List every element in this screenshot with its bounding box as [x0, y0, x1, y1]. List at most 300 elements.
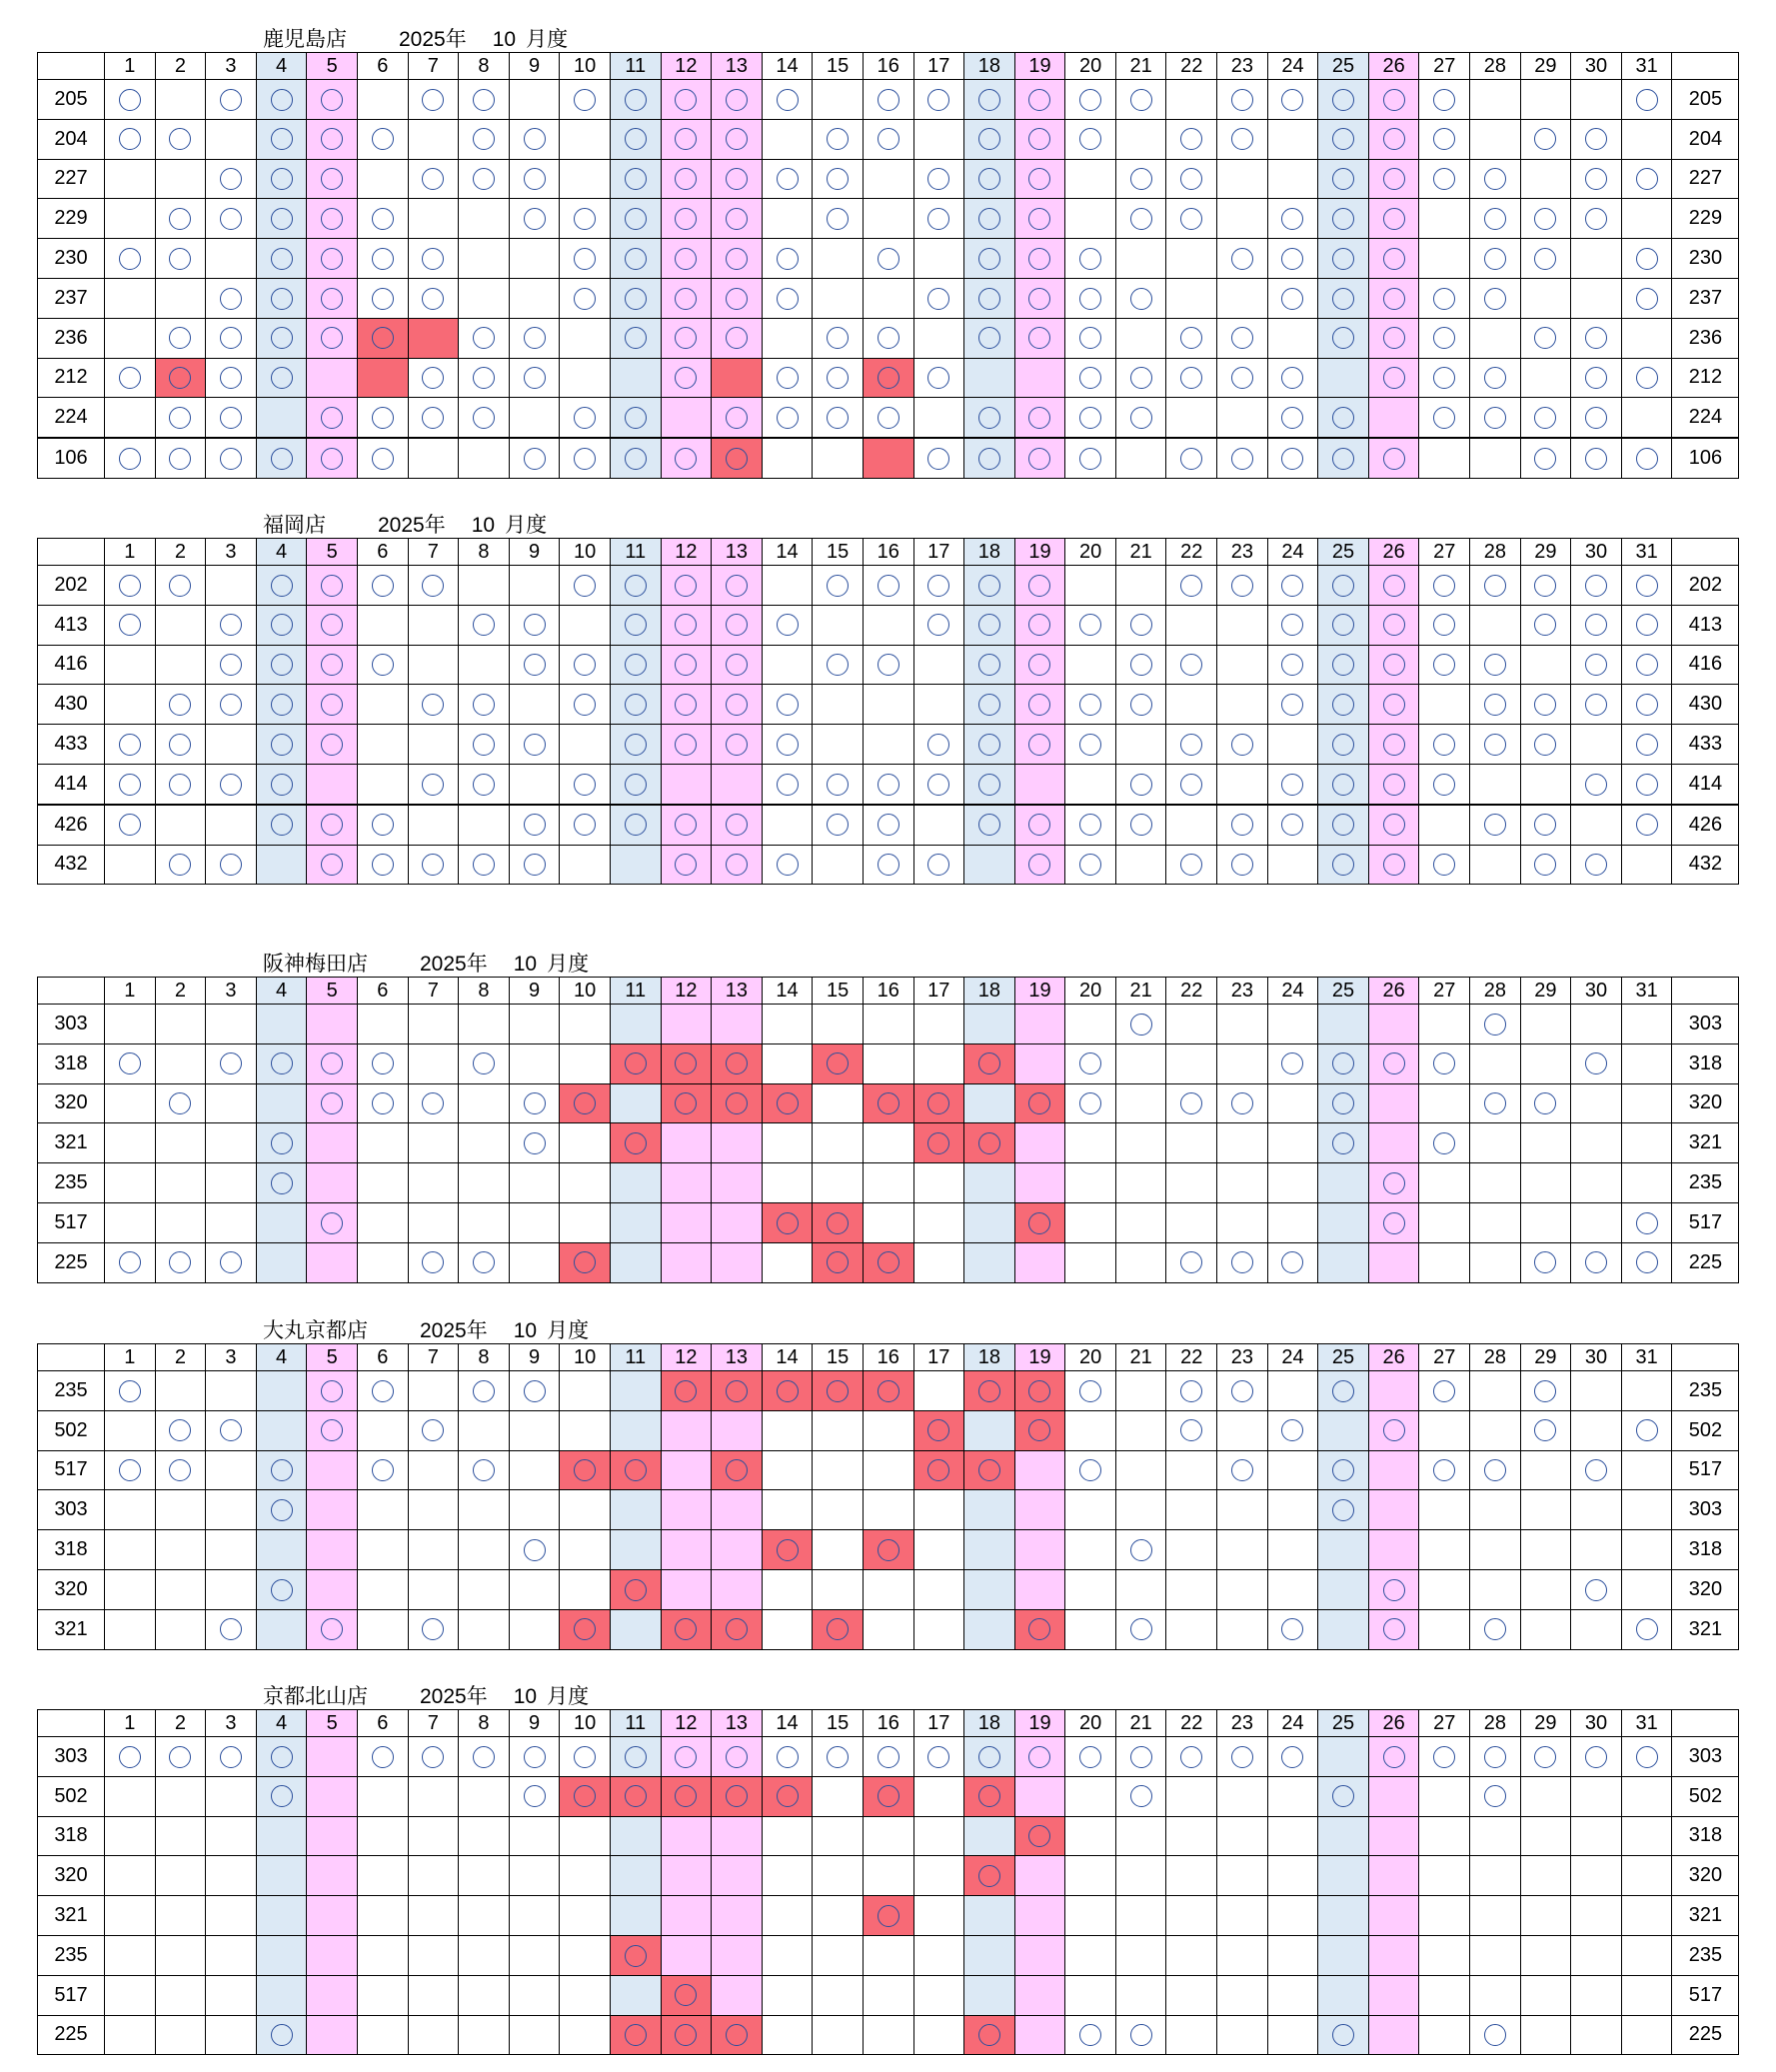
schedule-cell[interactable]	[1520, 159, 1571, 199]
schedule-cell[interactable]	[1318, 764, 1369, 804]
schedule-cell[interactable]	[661, 845, 712, 885]
schedule-cell[interactable]	[762, 1005, 813, 1044]
schedule-cell[interactable]	[762, 199, 813, 239]
schedule-cell[interactable]	[1520, 1935, 1571, 1975]
schedule-cell[interactable]	[1318, 1569, 1369, 1609]
schedule-cell[interactable]	[1470, 119, 1521, 159]
schedule-cell[interactable]	[1621, 1896, 1672, 1936]
schedule-cell[interactable]	[863, 1609, 913, 1649]
schedule-cell[interactable]	[762, 1776, 813, 1816]
schedule-cell[interactable]	[105, 1569, 156, 1609]
schedule-cell[interactable]	[256, 159, 307, 199]
schedule-cell[interactable]	[408, 1242, 459, 1282]
schedule-cell[interactable]	[610, 358, 661, 398]
schedule-cell[interactable]	[105, 566, 156, 606]
schedule-cell[interactable]	[1267, 605, 1318, 645]
schedule-cell[interactable]	[155, 1935, 206, 1975]
schedule-cell[interactable]	[155, 278, 206, 318]
schedule-cell[interactable]	[560, 1530, 611, 1570]
schedule-cell[interactable]	[560, 725, 611, 765]
schedule-cell[interactable]	[1470, 1816, 1521, 1856]
schedule-cell[interactable]	[813, 1242, 864, 1282]
schedule-cell[interactable]	[1217, 278, 1268, 318]
schedule-cell[interactable]	[863, 1371, 913, 1411]
schedule-cell[interactable]	[509, 1935, 560, 1975]
schedule-cell[interactable]	[155, 1896, 206, 1936]
schedule-cell[interactable]	[1419, 1083, 1470, 1123]
schedule-cell[interactable]	[610, 1450, 661, 1490]
schedule-cell[interactable]	[155, 1123, 206, 1163]
schedule-cell[interactable]	[1571, 358, 1622, 398]
schedule-cell[interactable]	[661, 398, 712, 438]
schedule-cell[interactable]	[307, 845, 358, 885]
schedule-cell[interactable]	[408, 438, 459, 478]
schedule-cell[interactable]	[560, 1896, 611, 1936]
schedule-cell[interactable]	[813, 566, 864, 606]
schedule-cell[interactable]	[256, 1935, 307, 1975]
schedule-cell[interactable]	[863, 1043, 913, 1083]
schedule-cell[interactable]	[1166, 1163, 1217, 1203]
schedule-cell[interactable]	[560, 845, 611, 885]
schedule-cell[interactable]	[1166, 845, 1217, 885]
schedule-cell[interactable]	[1419, 1935, 1470, 1975]
schedule-cell[interactable]	[661, 1242, 712, 1282]
schedule-cell[interactable]	[105, 119, 156, 159]
schedule-cell[interactable]	[560, 1490, 611, 1530]
schedule-cell[interactable]	[509, 1737, 560, 1777]
schedule-cell[interactable]	[964, 1410, 1015, 1450]
schedule-cell[interactable]	[408, 605, 459, 645]
schedule-cell[interactable]	[863, 199, 913, 239]
schedule-cell[interactable]	[964, 1776, 1015, 1816]
schedule-cell[interactable]	[610, 1083, 661, 1123]
schedule-cell[interactable]	[661, 1737, 712, 1777]
schedule-cell[interactable]	[1217, 725, 1268, 765]
schedule-cell[interactable]	[509, 80, 560, 120]
schedule-cell[interactable]	[1115, 1410, 1166, 1450]
schedule-cell[interactable]	[913, 1083, 964, 1123]
schedule-cell[interactable]	[1419, 1163, 1470, 1203]
schedule-cell[interactable]	[1571, 645, 1622, 685]
schedule-cell[interactable]	[1217, 1043, 1268, 1083]
schedule-cell[interactable]	[1621, 764, 1672, 804]
schedule-cell[interactable]	[1318, 1123, 1369, 1163]
schedule-cell[interactable]	[863, 159, 913, 199]
schedule-cell[interactable]	[206, 1371, 257, 1411]
schedule-cell[interactable]	[1166, 1123, 1217, 1163]
schedule-cell[interactable]	[661, 159, 712, 199]
schedule-cell[interactable]	[256, 1530, 307, 1570]
schedule-cell[interactable]	[1318, 199, 1369, 239]
schedule-cell[interactable]	[661, 1609, 712, 1649]
schedule-cell[interactable]	[1014, 2015, 1065, 2055]
schedule-cell[interactable]	[509, 1530, 560, 1570]
schedule-cell[interactable]	[964, 1737, 1015, 1777]
schedule-cell[interactable]	[1267, 1737, 1318, 1777]
schedule-cell[interactable]	[459, 566, 510, 606]
schedule-cell[interactable]	[1520, 1242, 1571, 1282]
schedule-cell[interactable]	[1318, 1776, 1369, 1816]
schedule-cell[interactable]	[863, 239, 913, 279]
schedule-cell[interactable]	[1166, 1896, 1217, 1936]
schedule-cell[interactable]	[256, 119, 307, 159]
schedule-cell[interactable]	[1368, 566, 1419, 606]
schedule-cell[interactable]	[1419, 764, 1470, 804]
schedule-cell[interactable]	[913, 805, 964, 845]
schedule-cell[interactable]	[1368, 1856, 1419, 1896]
schedule-cell[interactable]	[1520, 199, 1571, 239]
schedule-cell[interactable]	[1217, 1776, 1268, 1816]
schedule-cell[interactable]	[661, 645, 712, 685]
schedule-cell[interactable]	[408, 119, 459, 159]
schedule-cell[interactable]	[1014, 398, 1065, 438]
schedule-cell[interactable]	[1520, 685, 1571, 725]
schedule-cell[interactable]	[509, 1569, 560, 1609]
schedule-cell[interactable]	[1419, 1490, 1470, 1530]
schedule-cell[interactable]	[1621, 685, 1672, 725]
schedule-cell[interactable]	[762, 1816, 813, 1856]
schedule-cell[interactable]	[1166, 1202, 1217, 1242]
schedule-cell[interactable]	[1217, 199, 1268, 239]
schedule-cell[interactable]	[1065, 1896, 1116, 1936]
schedule-cell[interactable]	[1419, 1569, 1470, 1609]
schedule-cell[interactable]	[863, 1202, 913, 1242]
schedule-cell[interactable]	[307, 1005, 358, 1044]
schedule-cell[interactable]	[964, 1242, 1015, 1282]
schedule-cell[interactable]	[307, 685, 358, 725]
schedule-cell[interactable]	[712, 1371, 763, 1411]
schedule-cell[interactable]	[1115, 1450, 1166, 1490]
schedule-cell[interactable]	[661, 80, 712, 120]
schedule-cell[interactable]	[408, 1856, 459, 1896]
schedule-cell[interactable]	[155, 1816, 206, 1856]
schedule-cell[interactable]	[610, 605, 661, 645]
schedule-cell[interactable]	[1621, 1856, 1672, 1896]
schedule-cell[interactable]	[964, 318, 1015, 358]
schedule-cell[interactable]	[712, 1163, 763, 1203]
schedule-cell[interactable]	[712, 1450, 763, 1490]
schedule-cell[interactable]	[1115, 1816, 1166, 1856]
schedule-cell[interactable]	[1470, 1450, 1521, 1490]
schedule-cell[interactable]	[813, 119, 864, 159]
schedule-cell[interactable]	[610, 1490, 661, 1530]
schedule-cell[interactable]	[1267, 2015, 1318, 2055]
schedule-cell[interactable]	[256, 1816, 307, 1856]
schedule-cell[interactable]	[1014, 764, 1065, 804]
schedule-cell[interactable]	[863, 1530, 913, 1570]
schedule-cell[interactable]	[1368, 1569, 1419, 1609]
schedule-cell[interactable]	[1267, 1450, 1318, 1490]
schedule-cell[interactable]	[1166, 199, 1217, 239]
schedule-cell[interactable]	[1621, 1202, 1672, 1242]
schedule-cell[interactable]	[1115, 398, 1166, 438]
schedule-cell[interactable]	[1166, 605, 1217, 645]
schedule-cell[interactable]	[1571, 1242, 1622, 1282]
schedule-cell[interactable]	[661, 1490, 712, 1530]
schedule-cell[interactable]	[509, 199, 560, 239]
schedule-cell[interactable]	[1368, 1083, 1419, 1123]
schedule-cell[interactable]	[863, 1569, 913, 1609]
schedule-cell[interactable]	[1267, 1490, 1318, 1530]
schedule-cell[interactable]	[1166, 1569, 1217, 1609]
schedule-cell[interactable]	[1217, 1490, 1268, 1530]
schedule-cell[interactable]	[1520, 1371, 1571, 1411]
schedule-cell[interactable]	[256, 764, 307, 804]
schedule-cell[interactable]	[459, 80, 510, 120]
schedule-cell[interactable]	[913, 278, 964, 318]
schedule-cell[interactable]	[408, 1609, 459, 1649]
schedule-cell[interactable]	[1267, 1202, 1318, 1242]
schedule-cell[interactable]	[1621, 1163, 1672, 1203]
schedule-cell[interactable]	[762, 605, 813, 645]
schedule-cell[interactable]	[1065, 358, 1116, 398]
schedule-cell[interactable]	[1470, 764, 1521, 804]
schedule-cell[interactable]	[1571, 725, 1622, 765]
schedule-cell[interactable]	[560, 1202, 611, 1242]
schedule-cell[interactable]	[206, 1856, 257, 1896]
schedule-cell[interactable]	[610, 1609, 661, 1649]
schedule-cell[interactable]	[105, 1410, 156, 1450]
schedule-cell[interactable]	[1065, 1371, 1116, 1411]
schedule-cell[interactable]	[1065, 1450, 1116, 1490]
schedule-cell[interactable]	[155, 318, 206, 358]
schedule-cell[interactable]	[206, 566, 257, 606]
schedule-cell[interactable]	[1318, 159, 1369, 199]
schedule-cell[interactable]	[560, 1410, 611, 1450]
schedule-cell[interactable]	[712, 1083, 763, 1123]
schedule-cell[interactable]	[459, 1202, 510, 1242]
schedule-cell[interactable]	[105, 1450, 156, 1490]
schedule-cell[interactable]	[712, 1410, 763, 1450]
schedule-cell[interactable]	[1014, 1202, 1065, 1242]
schedule-cell[interactable]	[1166, 1609, 1217, 1649]
schedule-cell[interactable]	[712, 80, 763, 120]
schedule-cell[interactable]	[1368, 1609, 1419, 1649]
schedule-cell[interactable]	[307, 1490, 358, 1530]
schedule-cell[interactable]	[712, 725, 763, 765]
schedule-cell[interactable]	[1166, 119, 1217, 159]
schedule-cell[interactable]	[1470, 1490, 1521, 1530]
schedule-cell[interactable]	[1470, 1737, 1521, 1777]
schedule-cell[interactable]	[813, 1776, 864, 1816]
schedule-cell[interactable]	[509, 1123, 560, 1163]
schedule-cell[interactable]	[1014, 358, 1065, 398]
schedule-cell[interactable]	[1419, 1975, 1470, 2015]
schedule-cell[interactable]	[509, 1975, 560, 2015]
schedule-cell[interactable]	[1419, 318, 1470, 358]
schedule-cell[interactable]	[256, 1450, 307, 1490]
schedule-cell[interactable]	[610, 1202, 661, 1242]
schedule-cell[interactable]	[307, 318, 358, 358]
schedule-cell[interactable]	[1368, 1816, 1419, 1856]
schedule-cell[interactable]	[913, 438, 964, 478]
schedule-cell[interactable]	[459, 1490, 510, 1530]
schedule-cell[interactable]	[307, 1123, 358, 1163]
schedule-cell[interactable]	[610, 1530, 661, 1570]
schedule-cell[interactable]	[307, 1776, 358, 1816]
schedule-cell[interactable]	[560, 239, 611, 279]
schedule-cell[interactable]	[459, 1450, 510, 1490]
schedule-cell[interactable]	[256, 199, 307, 239]
schedule-cell[interactable]	[155, 1569, 206, 1609]
schedule-cell[interactable]	[1621, 605, 1672, 645]
schedule-cell[interactable]	[813, 1371, 864, 1411]
schedule-cell[interactable]	[1571, 1737, 1622, 1777]
schedule-cell[interactable]	[155, 566, 206, 606]
schedule-cell[interactable]	[762, 1202, 813, 1242]
schedule-cell[interactable]	[206, 845, 257, 885]
schedule-cell[interactable]	[1571, 1083, 1622, 1123]
schedule-cell[interactable]	[1115, 1530, 1166, 1570]
schedule-cell[interactable]	[408, 1202, 459, 1242]
schedule-cell[interactable]	[1217, 239, 1268, 279]
schedule-cell[interactable]	[1166, 1043, 1217, 1083]
schedule-cell[interactable]	[1014, 1530, 1065, 1570]
schedule-cell[interactable]	[1318, 1530, 1369, 1570]
schedule-cell[interactable]	[1419, 278, 1470, 318]
schedule-cell[interactable]	[357, 358, 408, 398]
schedule-cell[interactable]	[1571, 1202, 1622, 1242]
schedule-cell[interactable]	[1419, 438, 1470, 478]
schedule-cell[interactable]	[206, 1569, 257, 1609]
schedule-cell[interactable]	[1166, 725, 1217, 765]
schedule-cell[interactable]	[964, 239, 1015, 279]
schedule-cell[interactable]	[560, 119, 611, 159]
schedule-cell[interactable]	[206, 398, 257, 438]
schedule-cell[interactable]	[206, 2015, 257, 2055]
schedule-cell[interactable]	[661, 199, 712, 239]
schedule-cell[interactable]	[459, 1043, 510, 1083]
schedule-cell[interactable]	[560, 645, 611, 685]
schedule-cell[interactable]	[256, 1569, 307, 1609]
schedule-cell[interactable]	[1368, 1123, 1419, 1163]
schedule-cell[interactable]	[813, 1005, 864, 1044]
schedule-cell[interactable]	[105, 1856, 156, 1896]
schedule-cell[interactable]	[661, 1371, 712, 1411]
schedule-cell[interactable]	[1065, 1490, 1116, 1530]
schedule-cell[interactable]	[1368, 119, 1419, 159]
schedule-cell[interactable]	[1014, 119, 1065, 159]
schedule-cell[interactable]	[1621, 159, 1672, 199]
schedule-cell[interactable]	[357, 1609, 408, 1649]
schedule-cell[interactable]	[964, 1163, 1015, 1203]
schedule-cell[interactable]	[105, 358, 156, 398]
schedule-cell[interactable]	[155, 199, 206, 239]
schedule-cell[interactable]	[1166, 2015, 1217, 2055]
schedule-cell[interactable]	[509, 398, 560, 438]
schedule-cell[interactable]	[610, 685, 661, 725]
schedule-cell[interactable]	[1368, 1005, 1419, 1044]
schedule-cell[interactable]	[1115, 1935, 1166, 1975]
schedule-cell[interactable]	[1318, 398, 1369, 438]
schedule-cell[interactable]	[863, 1450, 913, 1490]
schedule-cell[interactable]	[1621, 1043, 1672, 1083]
schedule-cell[interactable]	[1368, 239, 1419, 279]
schedule-cell[interactable]	[1267, 1123, 1318, 1163]
schedule-cell[interactable]	[712, 199, 763, 239]
schedule-cell[interactable]	[206, 1242, 257, 1282]
schedule-cell[interactable]	[1571, 239, 1622, 279]
schedule-cell[interactable]	[1217, 1123, 1268, 1163]
schedule-cell[interactable]	[1419, 2015, 1470, 2055]
schedule-cell[interactable]	[1217, 645, 1268, 685]
schedule-cell[interactable]	[256, 239, 307, 279]
schedule-cell[interactable]	[357, 1490, 408, 1530]
schedule-cell[interactable]	[1470, 159, 1521, 199]
schedule-cell[interactable]	[256, 1123, 307, 1163]
schedule-cell[interactable]	[1368, 1163, 1419, 1203]
schedule-cell[interactable]	[610, 1410, 661, 1450]
schedule-cell[interactable]	[155, 2015, 206, 2055]
schedule-cell[interactable]	[105, 845, 156, 885]
schedule-cell[interactable]	[509, 1856, 560, 1896]
schedule-cell[interactable]	[509, 1371, 560, 1411]
schedule-cell[interactable]	[661, 278, 712, 318]
schedule-cell[interactable]	[560, 278, 611, 318]
schedule-cell[interactable]	[1520, 1490, 1571, 1530]
schedule-cell[interactable]	[1217, 1450, 1268, 1490]
schedule-cell[interactable]	[1115, 845, 1166, 885]
schedule-cell[interactable]	[1571, 1816, 1622, 1856]
schedule-cell[interactable]	[964, 1856, 1015, 1896]
schedule-cell[interactable]	[1115, 1856, 1166, 1896]
schedule-cell[interactable]	[1217, 1371, 1268, 1411]
schedule-cell[interactable]	[913, 764, 964, 804]
schedule-cell[interactable]	[1520, 1163, 1571, 1203]
schedule-cell[interactable]	[1065, 1043, 1116, 1083]
schedule-cell[interactable]	[1520, 1896, 1571, 1936]
schedule-cell[interactable]	[357, 438, 408, 478]
schedule-cell[interactable]	[1115, 1202, 1166, 1242]
schedule-cell[interactable]	[560, 2015, 611, 2055]
schedule-cell[interactable]	[1217, 1202, 1268, 1242]
schedule-cell[interactable]	[762, 239, 813, 279]
schedule-cell[interactable]	[913, 1935, 964, 1975]
schedule-cell[interactable]	[1267, 1410, 1318, 1450]
schedule-cell[interactable]	[1419, 725, 1470, 765]
schedule-cell[interactable]	[256, 80, 307, 120]
schedule-cell[interactable]	[307, 566, 358, 606]
schedule-cell[interactable]	[357, 1856, 408, 1896]
schedule-cell[interactable]	[1014, 1569, 1065, 1609]
schedule-cell[interactable]	[1419, 1410, 1470, 1450]
schedule-cell[interactable]	[1419, 398, 1470, 438]
schedule-cell[interactable]	[105, 80, 156, 120]
schedule-cell[interactable]	[408, 1043, 459, 1083]
schedule-cell[interactable]	[964, 845, 1015, 885]
schedule-cell[interactable]	[712, 398, 763, 438]
schedule-cell[interactable]	[1520, 438, 1571, 478]
schedule-cell[interactable]	[105, 1530, 156, 1570]
schedule-cell[interactable]	[408, 1450, 459, 1490]
schedule-cell[interactable]	[1115, 1371, 1166, 1411]
schedule-cell[interactable]	[459, 1975, 510, 2015]
schedule-cell[interactable]	[1470, 1123, 1521, 1163]
schedule-cell[interactable]	[1318, 1896, 1369, 1936]
schedule-cell[interactable]	[357, 1043, 408, 1083]
schedule-cell[interactable]	[1419, 80, 1470, 120]
schedule-cell[interactable]	[459, 358, 510, 398]
schedule-cell[interactable]	[863, 119, 913, 159]
schedule-cell[interactable]	[661, 358, 712, 398]
schedule-cell[interactable]	[1621, 1083, 1672, 1123]
schedule-cell[interactable]	[1419, 1371, 1470, 1411]
schedule-cell[interactable]	[863, 1242, 913, 1282]
schedule-cell[interactable]	[1520, 805, 1571, 845]
schedule-cell[interactable]	[357, 725, 408, 765]
schedule-cell[interactable]	[459, 1163, 510, 1203]
schedule-cell[interactable]	[712, 278, 763, 318]
